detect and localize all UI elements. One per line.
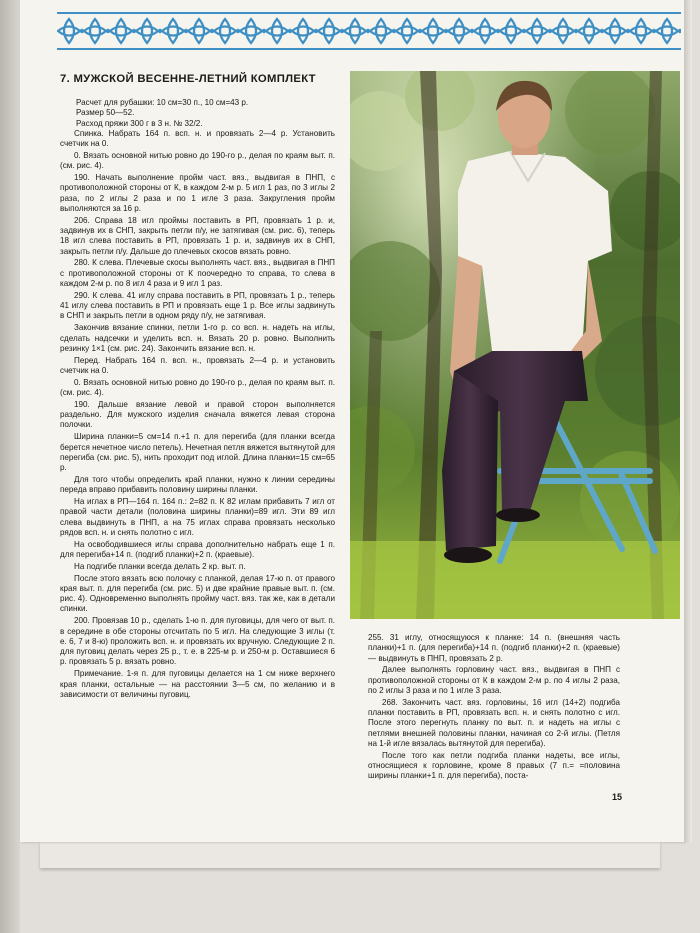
ornament-motif xyxy=(240,19,262,43)
paragraph: Спинка. Набрать 164 п. всп. н. и провязать 2—4 р. Установить счетчик на 0. xyxy=(60,128,335,149)
ornament-motif xyxy=(318,19,340,43)
ornament-motif xyxy=(370,19,392,43)
paragraph: 206. Справа 18 игл проймы поставить в РП, провязать 1 р. и, задвинув их в СНП, закрыть петли п/у, не затягивая (см. рис. 6), теперь 18 игл слева поставить в РП, провязать 1 р. и, задвинув их в СНП, закрыть петли п/у. Дальше до плечевых скосов вязать ровно. xyxy=(60,215,335,256)
note-paragraph: Примечание. 1-я п. для пуговицы делается на 1 см ниже верхнего края планки, остальные — на расстоянии 3—5 см, по желанию и в зависимости от величины пуговиц. xyxy=(60,669,335,699)
paragraph: После того как петли подгиба планки надеты, все иглы, относящиеся к горловине, кроме 8 правых (7 п.= =половина ширины планки+1 п. для перегиба), поста- xyxy=(368,750,620,781)
paragraph: 190. Дальше вязание левой и правой сторон выполняется раздельно. Для мужского изделия сначала вяжется левая сторона полочки. xyxy=(60,399,335,430)
paragraph: 0. Вязать основной нитью ровно до 190-го р., делая по краям выт. п. (см. рис. 4). xyxy=(60,150,335,171)
ornament-motif xyxy=(266,19,288,43)
paragraph: Для того чтобы определить край планки, нужно к линии середины переда вправо прибавить половину ширины планки. xyxy=(60,474,335,495)
ornament-motif xyxy=(136,19,158,43)
paragraph: Далее выполнять горловину част. вяз., выдвигая в ПНП с противоположной стороны от К в каждом 2-м р. по 4 иглы 2 раза, по 2 иглы 3 раза и по 1 игле 3 раза. xyxy=(368,665,620,695)
ornament-motif xyxy=(552,19,574,43)
paragraph: Закончив вязание спинки, петли 1-го р. со всп. н. надеть на иглы, сделать надсечки и уделить всп. н. Вязать 20 р. ровно. Выполнить резинку 1×1 (см. рис. 24). Закончить вязание всп. н. xyxy=(60,323,335,353)
ornament-motif xyxy=(656,19,678,43)
ornament-dot xyxy=(678,29,681,33)
paragraph: 255. 31 иглу, относящуюся к планке: 14 п. (внешняя часть планки)+1 п. (для перегиба)+14 п. (подгиб планки)+2 п. (краевые) — выдвинуть в ПНП, провязать 2 р. xyxy=(368,633,620,663)
ornament-motif xyxy=(578,19,600,43)
ornament-motif xyxy=(84,19,106,43)
ornament-motif xyxy=(526,19,548,43)
ornament-motif xyxy=(214,19,236,43)
ornament-motif xyxy=(344,19,366,43)
ornament-motif xyxy=(110,19,132,43)
ornament-motif xyxy=(58,19,80,43)
photo-man-in-shirt xyxy=(350,71,680,619)
ornament-motif xyxy=(292,19,314,43)
paragraph: Ширина планки=5 см=14 п.+1 п. для перегиба (для планки всегда берется нечетное число петель). Нечетная петля вяжется вытянутой для перегиба (см. рис. 5), нить проходит под иглой. Длина планки=15 см=65 р. xyxy=(60,432,335,473)
ornament-motif xyxy=(604,19,626,43)
ornament-motif xyxy=(474,19,496,43)
left-text-column xyxy=(60,98,335,702)
ornament-motif xyxy=(448,19,470,43)
paragraph: 280. К слева. Плечевые скосы выполнять част. вяз., выдвигая в ПНП с противоположной стороны от К поочередно то справа, то слева в каждом 2-м р. по 8 игл 4 раза и 9 игл 1 раз. xyxy=(60,258,335,289)
paragraph: На иглах в РП—164 п. 164 п.: 2=82 п. К 82 иглам прибавить 7 игл от правой части детали (половина ширины планки)=89 игл. Эти 89 игл слева выдвинуть в ПНП, а на 75 иглах справа провязать несколько рядов всп. н. и снять полотно с игл. xyxy=(60,496,335,537)
ornament-motif xyxy=(422,19,444,43)
paragraph: 0. Вязать основной нитью ровно до 190-го р., делая по краям выт. п. (см. рис. 4). xyxy=(60,377,335,398)
spec-line: Размер 50—52. xyxy=(76,108,135,118)
paragraph: 190. Начать выполнение пройм част. вяз., выдвигая в ПНП, с противоположной стороны от К, в каждом 2-м р. 5 игл 1 раз, по 3 иглы 2 раза, по 2 иглы 2 раза и по 1 игле 3 раза. Закругления пройм выполняются за 16 р. xyxy=(60,173,335,213)
ornament-motif xyxy=(162,19,184,43)
right-text-column xyxy=(368,633,620,783)
binding-shadow xyxy=(0,0,20,933)
ornament-border xyxy=(57,10,681,52)
ornament-motif xyxy=(188,19,210,43)
paragraph: 200. Провязав 10 р., сделать 1-ю п. для пуговицы, для чего от выт. п. в середине в обе стороны отсчитать по 5 игл. На следующие 3 иглы (т. е. 6, 7 и 8-ю) проложить всп. н. и провязать их вручную. Следующие 2 п. для пуговиц делать через 25 р., т. е. в 225-м р. и 250-м р. Оставшиеся 6 р. провязать 5 р. вязать ровно. xyxy=(60,616,335,667)
article-heading: 7. МУЖСКОЙ ВЕСЕННЕ-ЛЕТНИЙ КОМПЛЕКТ xyxy=(60,73,316,85)
ornament-motif xyxy=(500,19,522,43)
ornament-pattern xyxy=(57,13,681,49)
paragraph: Перед. Набрать 164 п. всп. н., провязать 2—4 р. и установить счетчик на 0. xyxy=(60,355,335,375)
ornament-motif xyxy=(396,19,418,43)
paragraph: На подгибе планки всегда делать 2 кр. выт. п. xyxy=(74,561,246,571)
ornament-motif xyxy=(630,19,652,43)
paragraph: 268. Закончить част. вяз. горловины, 16 игл (14+2) подгиба планки поставить в РП, провязать всп. н. и снять полотно с игл. После этого перегнуть планку по выт. п. и надеть на иглы с петлями внешней половины планки, начиная со 2-й иглы. (Петля на 1-й игле вязалась вытянутой для перегиба). xyxy=(368,697,620,748)
paragraph: После этого вязать всю полочку с планкой, делая 17-ю п. от правого края выт. п. для перегиба (см. рис. 5) и две крайние правые выт. п. (см. рис. 4). Одновременно выполнять пройму част. вяз. так же, как в детали спинки. xyxy=(60,573,335,614)
spec-line: Расчет для рубашки: 10 см=30 п., 10 см=43 р. xyxy=(76,98,249,107)
underlying-page xyxy=(40,842,660,868)
page-edge xyxy=(684,0,692,842)
paragraph: 290. К слева. 41 иглу справа поставить в РП, провязать 1 р., теперь 41 иглу слева поставить в РП и провязать еще 1 р. Все иглы задвинуть в СНП и закрыть петли в одном ряду п/у, не затягивая. xyxy=(60,290,335,321)
spec-line: Расход пряжи 300 г в 3 н. № 32/2. xyxy=(76,118,203,128)
paragraph: На освободившиеся иглы справа дополнительно набрать еще 1 п. для перегиба+14 п. (подгиб планки)+2 п. (краевые). xyxy=(60,539,335,559)
page-number: 15 xyxy=(612,792,623,802)
